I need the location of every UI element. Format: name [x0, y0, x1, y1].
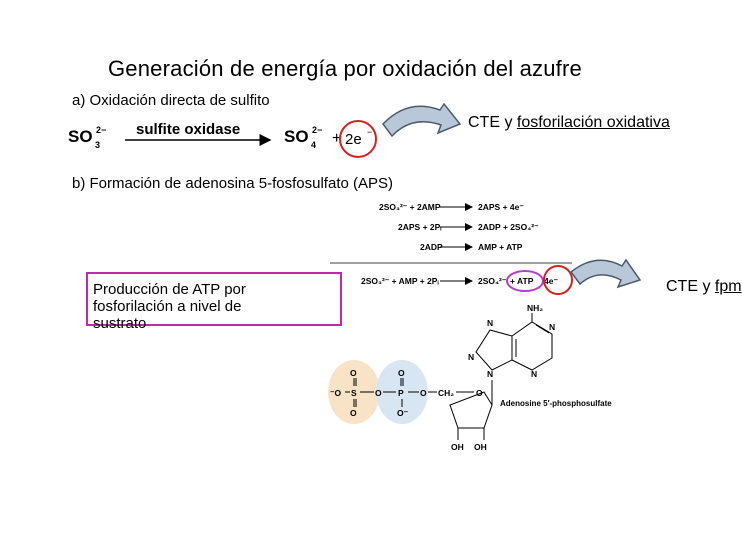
p-oxygen-top: O: [398, 368, 405, 378]
reaction-b1-right: 2APS + 4e⁻: [478, 202, 524, 212]
s-oxygen-left: ⁻O: [330, 388, 342, 398]
sulfite-sub: 3: [95, 140, 101, 150]
reaction-b2-right: 2ADP + 2SO₄²⁻: [478, 222, 539, 232]
bridge-oxygen: O: [375, 388, 382, 398]
reaction-a: [68, 121, 376, 157]
n3-atom: N: [531, 369, 538, 379]
sulfur-atom: S: [351, 388, 357, 398]
n9-link-atom: N: [487, 369, 494, 379]
aps-molecule: [328, 303, 612, 452]
sulfate-formula: SO: [284, 127, 309, 146]
phosphorus-atom: P: [398, 388, 404, 398]
hydroxyl-3: OH: [474, 442, 487, 452]
reaction-b4-left: 2SO₃²⁻ + AMP + 2Pᵢ: [361, 276, 439, 286]
s-oxygen-bottom: O: [350, 408, 357, 418]
reaction-b4-atp: + ATP: [510, 276, 534, 286]
reaction-b3-right: AMP + ATP: [478, 242, 523, 252]
plus-sign: +: [332, 130, 342, 147]
amino-group: NH₂: [527, 303, 544, 313]
cte-prefix-a: CTE y: [468, 114, 517, 131]
cte-prefix-b: CTE y: [666, 278, 715, 295]
curved-arrow-b: [571, 260, 640, 287]
section-b-heading: b) Formación de adenosina 5-fosfosulfato (APS): [72, 175, 393, 192]
fpm-link[interactable]: fpm: [714, 278, 742, 295]
reaction-b3-left: 2ADP: [420, 242, 443, 252]
ring-oxygen: O: [476, 388, 483, 398]
n7-atom: N: [487, 318, 494, 328]
p-oxygen-bottom: O⁻: [397, 408, 409, 418]
reaction-b1-left: 2SO₃²⁻ + 2AMP: [379, 202, 441, 212]
atp-production-text: Producción de ATP por fosforilación a nivel de sustrato: [93, 281, 246, 332]
sulfate-sup: 2−: [312, 125, 323, 135]
section-a-heading: a) Oxidación directa de sulfito: [72, 92, 270, 109]
curved-arrow-a: [383, 104, 460, 136]
enzyme-label: sulfite oxidase: [136, 121, 241, 138]
oxidative-phosphorylation-link[interactable]: fosforilación oxidativa: [516, 114, 670, 131]
sulfite-formula: SO: [68, 127, 93, 146]
n9-atom: N: [468, 352, 475, 362]
aps-label: Adenosine 5′-phosphosulfate: [500, 399, 612, 408]
sulfate-sub: 4: [311, 140, 317, 150]
hydroxyl-2: OH: [451, 442, 464, 452]
electrons-label: 2e: [345, 131, 362, 148]
s-oxygen-top: O: [350, 368, 357, 378]
slide-title: Generación de energía por oxidación del azufre: [108, 56, 582, 81]
p-oxygen-right: O: [420, 388, 427, 398]
reaction-b4-right-sulfate: 2SO₄²⁻: [478, 276, 507, 286]
reaction-b4-electrons: 4e⁻: [544, 276, 558, 286]
sulfite-sup: 2−: [96, 125, 107, 135]
electrons-sup: −: [367, 127, 373, 137]
ch2-group: CH₂: [438, 388, 455, 398]
reaction-b2-left: 2APS + 2Pᵢ: [398, 222, 442, 232]
n1-atom: N: [549, 322, 556, 332]
